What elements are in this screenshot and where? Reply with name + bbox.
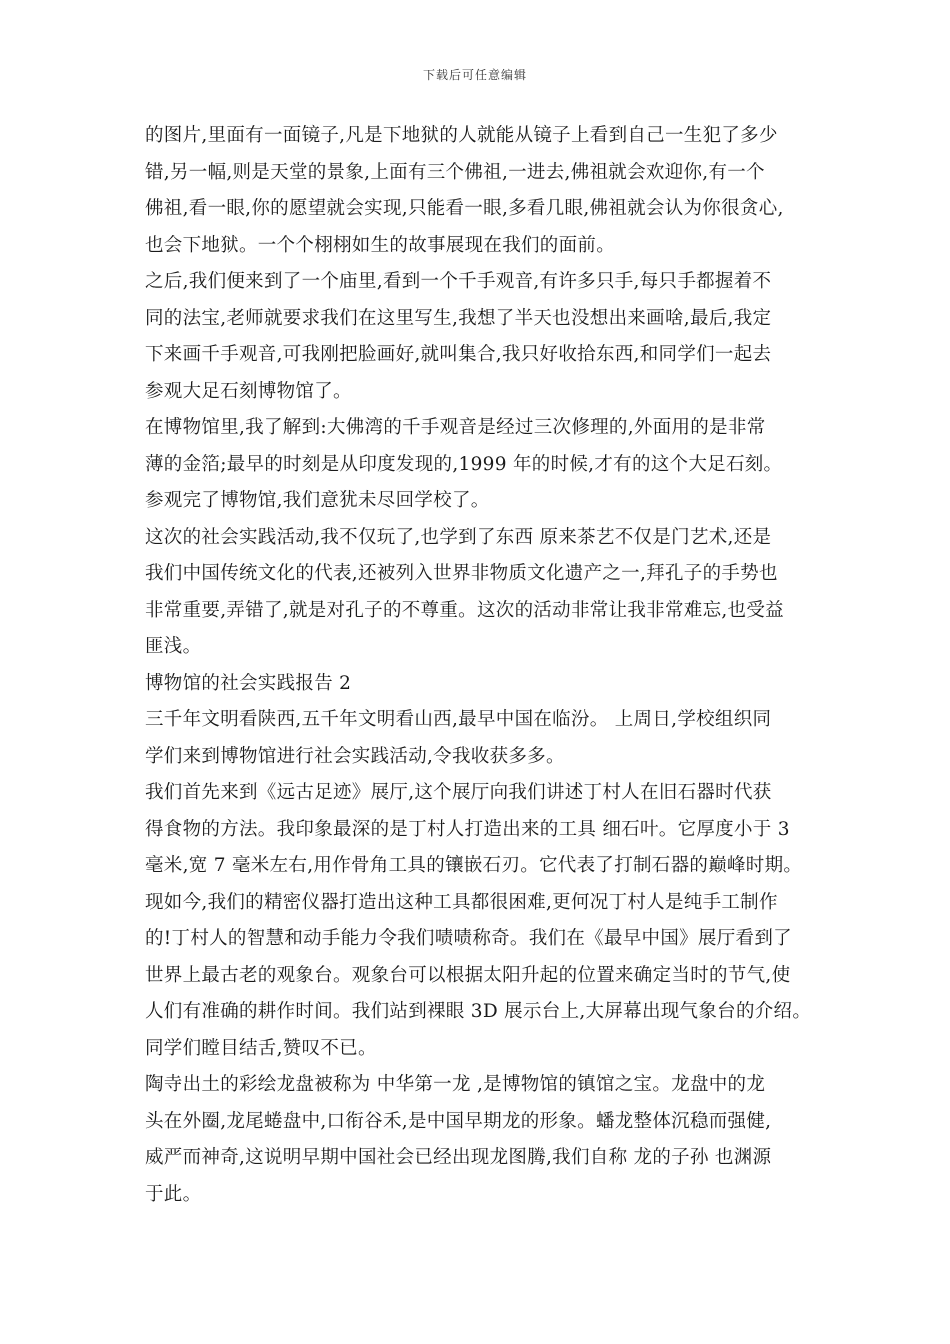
text-line: 错,另一幅,则是天堂的景象,上面有三个佛祖,一进去,佛祖就会欢迎你,有一个 (145, 161, 765, 183)
document-body (145, 118, 817, 1213)
text-line: 薄的金箔;最早的时刻是从印度发现的,1999 年的时候,才有的这个大足石刻。 (145, 453, 783, 475)
text-line: 我们中国传统文化的代表,还被列入世界非物质文化遗产之一,拜孔子的手势也 (145, 563, 778, 584)
text-line: 参观大足石刻博物馆了。 (145, 380, 352, 402)
text-line: 于此。 (145, 1183, 202, 1205)
text-line: 非常重要,弄错了,就是对孔子的不尊重。这次的活动非常让我非常难忘,也受益 (145, 599, 784, 621)
text-line: 现如今,我们的精密仪器打造出这种工具都很困难,更何况丁村人是纯手工制作 (145, 891, 778, 913)
text-line: 的!丁村人的智慧和动手能力令我们啧啧称奇。我们在《最早中国》展厅看到了 (145, 928, 792, 949)
text-line: 这次的社会实践活动,我不仅玩了,也学到了东西 原来茶艺不仅是门艺术,还是 (145, 526, 772, 548)
page-header: 下载后可任意编辑 (422, 68, 527, 82)
text-line: 在博物馆里,我了解到:大佛湾的千手观音是经过三次修理的,外面用的是非常 (145, 417, 766, 438)
text-line: 下来画千手观音,可我刚把脸画好,就叫集合,我只好收拾东西,和同学们一起去 (145, 344, 772, 365)
text-line: 的图片,里面有一面镜子,凡是下地狱的人就能从镜子上看到自己一生犯了多少 (145, 125, 778, 146)
text-line: 匪浅。 (145, 636, 202, 657)
text-line: 我们首先来到《远古足迹》展厅,这个展厅向我们讲述丁村人在旧石器时代获 (145, 782, 772, 803)
text-line: 也会下地狱。一个个栩栩如生的故事展现在我们的面前。 (145, 234, 616, 256)
text-line: 威严而神奇,这说明早期中国社会已经出现龙图腾,我们自称 龙的子孙 也渊源 (145, 1147, 772, 1168)
text-line: 三千年文明看陕西,五千年文明看山西,最早中国在临汾。 上周日,学校组织同 (145, 709, 772, 730)
text-line: 参观完了博物馆,我们意犹未尽回学校了。 (145, 490, 490, 511)
text-line: 之后,我们便来到了一个庙里,看到一个千手观音,有许多只手,每只手都握着不 (145, 271, 772, 292)
text-line: 佛祖,看一眼,你的愿望就会实现,只能看一眼,多看几眼,佛祖就会认为你很贪心, (145, 198, 784, 219)
text-line: 世界上最古老的观象台。观象台可以根据太阳升起的位置来确定当时的节气,使 (145, 964, 791, 986)
text-line: 人们有准确的耕作时间。我们站到裸眼 3D 展示台上,大屏幕出现气象台的介绍。 (145, 1001, 812, 1022)
text-line: 陶寺出土的彩绘龙盘被称为 中华第一龙 ,是博物馆的镇馆之宝。龙盘中的龙 (145, 1074, 766, 1095)
text-line: 博物馆的社会实践报告 2 (145, 672, 352, 694)
text-line: 同学们瞠目结舌,赞叹不已。 (145, 1037, 377, 1059)
text-line: 得食物的方法。我印象最深的是丁村人打造出来的工具 细石叶。它厚度小于 3 (145, 818, 790, 840)
text-line: 毫米,宽 7 毫米左右,用作骨角工具的镶嵌石刃。它代表了打制石器的巅峰时期。 (145, 855, 803, 876)
text-line: 学们来到博物馆进行社会实践活动,令我收获多多。 (145, 745, 565, 767)
text-line: 同的法宝,老师就要求我们在这里写生,我想了半天也没想出来画啥,最后,我定 (145, 307, 772, 329)
text-line: 头在外圈,龙尾蜷盘中,口衔谷禾,是中国早期龙的形象。蟠龙整体沉稳而强健, (145, 1110, 772, 1132)
